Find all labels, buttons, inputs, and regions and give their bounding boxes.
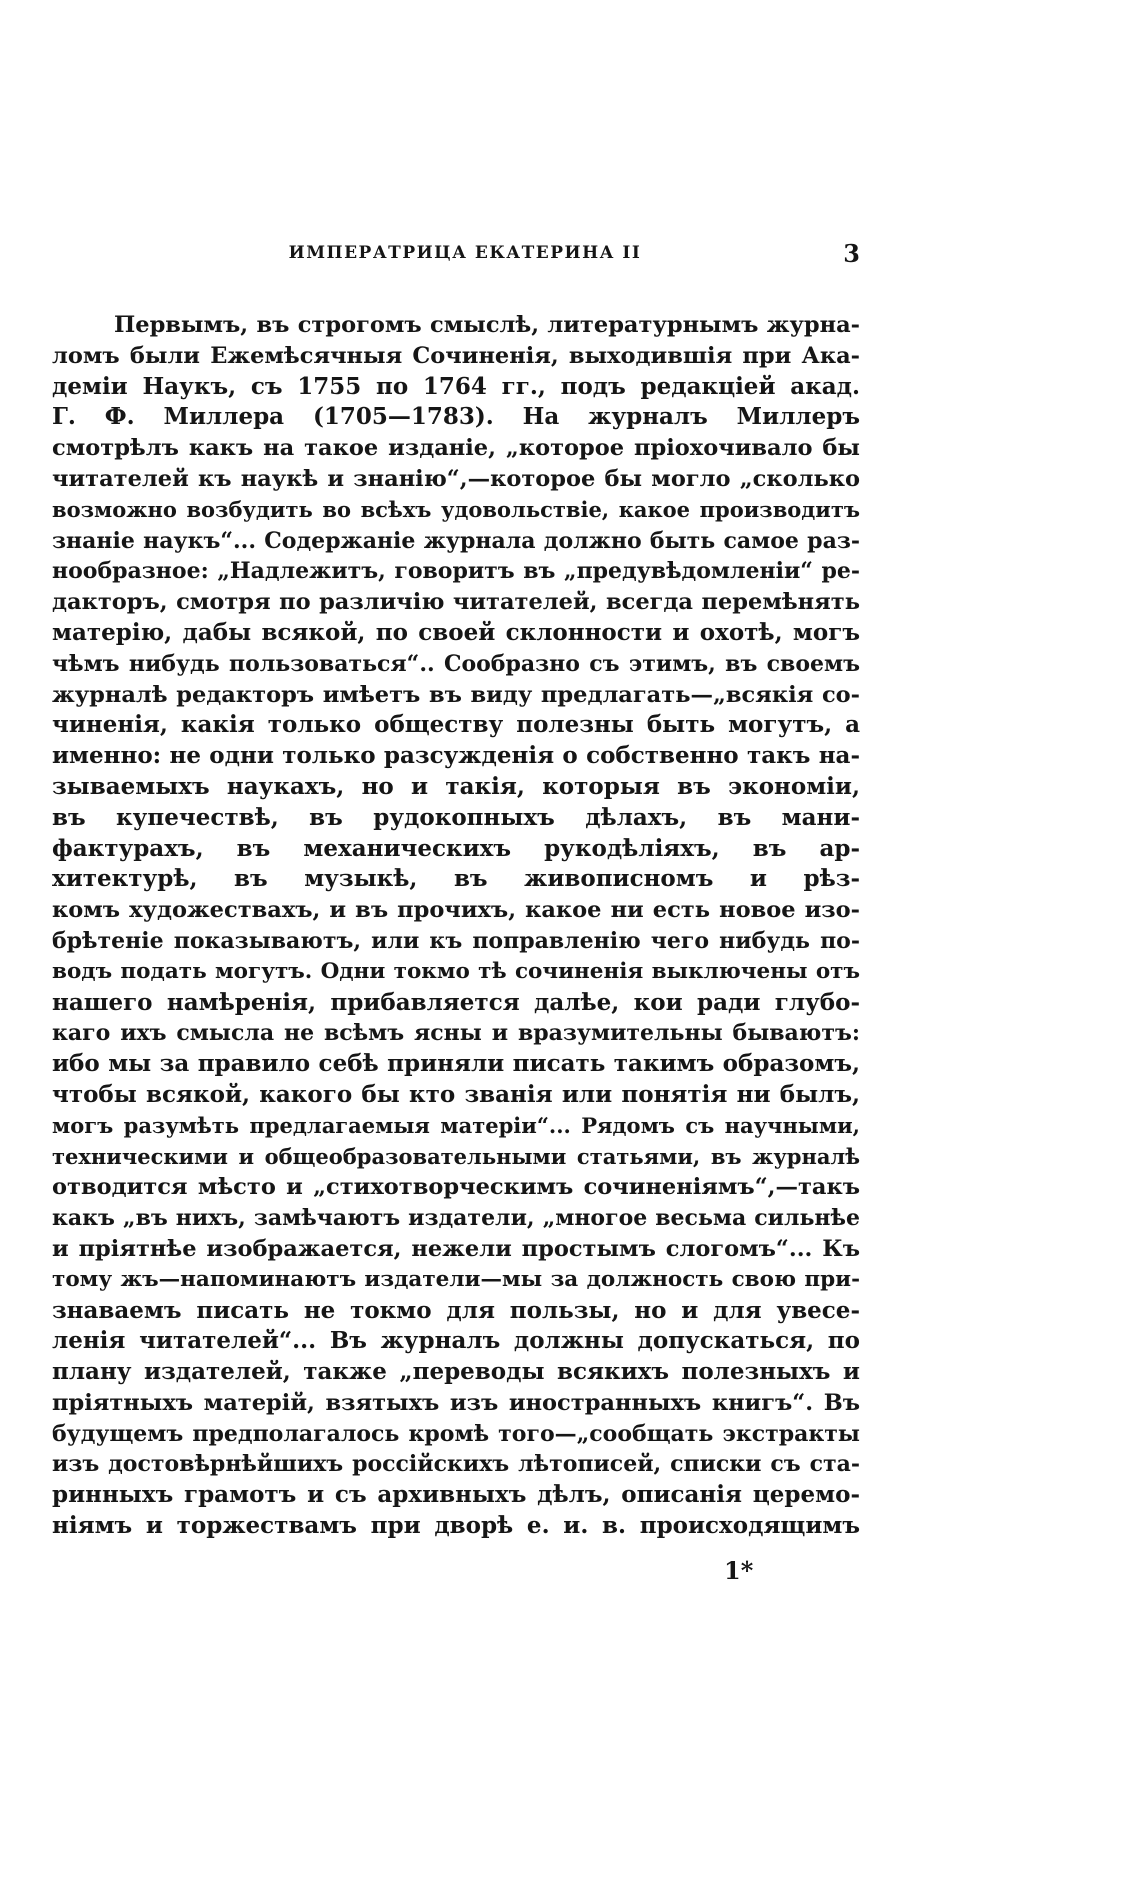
text-line: чтобы всякой, какого бы кто званія или понятія ни былъ, [52, 1080, 860, 1108]
text-line: чѣмъ нибудь пользоваться“.. Сообразно съ этимъ, въ своемъ [52, 650, 860, 677]
text-line: какъ „въ нихъ, замѣчаютъ издатели, „многое весьма сильнѣе [52, 1205, 860, 1232]
text-line: техническими и общеобразовательными статьями, въ журналѣ [52, 1143, 860, 1169]
text-line: плану издателей, также „переводы всякихъ полезныхъ и [52, 1358, 860, 1386]
text-line: именно: не одни только разсужденія о собственно такъ на- [52, 742, 860, 770]
signature-mark: 1* [724, 1556, 754, 1585]
text-line: въ купечествѣ, въ рудокопныхъ дѣлахъ, въ мани- [52, 803, 860, 831]
running-title: ИМПЕРАТРИЦА ЕКАТЕРИНА II [288, 243, 642, 263]
page-number: 3 [843, 239, 860, 268]
text-line: ринныхъ грамотъ и съ архивныхъ дѣлъ, описанія церемо- [52, 1481, 860, 1509]
text-line: Г. Ф. Миллера (1705—1783). На журналъ Миллеръ [52, 403, 860, 431]
text-line: нашего намѣренія, прибавляется далѣе, кои ради глубо- [52, 988, 860, 1016]
text-line: нообразное: „Надлежитъ, говоритъ въ „предувѣдомленіи“ ре- [52, 558, 860, 585]
text-line: знаніе наукъ“... Содержаніе журнала должно быть самое раз- [52, 527, 860, 554]
text-line: матерію, дабы всякой, по своей склонности и охотѣ, могъ [52, 618, 860, 646]
text-line: каго ихъ смысла не всѣмъ ясны и вразумительны бываютъ: [52, 1020, 860, 1047]
text-line: будущемъ предполагалось кромѣ того—„сообщать экстракты [52, 1420, 860, 1447]
text-line: возможно возбудить во всѣхъ удовольствіе, какое производитъ [52, 496, 860, 522]
text-line: водъ подать могутъ. Одни токмо тѣ сочиненія выключены отъ [52, 958, 860, 984]
text-line: ломъ были Ежемѣсячныя Сочиненія, выходившія при Ака- [52, 342, 860, 369]
text-line: комъ художествахъ, и въ прочихъ, какое ни есть новое изо- [52, 897, 860, 924]
text-line: Первымъ, въ строгомъ смыслѣ, литературнымъ журна- [114, 312, 860, 338]
text-line: деміи Наукъ, съ 1755 по 1764 гг., подъ редакціей акад. [52, 372, 860, 400]
text-line: и пріятнѣе изображается, нежели простымъ слогомъ“... Къ [52, 1235, 860, 1262]
text-line: ленія читателей“... Въ журналъ должны допускаться, по [52, 1327, 860, 1355]
text-line: читателей къ наукѣ и знанію“,—которое бы могло „сколько [52, 465, 860, 492]
text-line: могъ разумѣть предлагаемыя матеріи“... Рядомъ съ научными, [52, 1112, 860, 1138]
text-line: ніямъ и торжествамъ при дворѣ е. и. в. происходящимъ [52, 1512, 860, 1540]
text-line: ибо мы за правило себѣ приняли писать такимъ образомъ, [52, 1050, 860, 1078]
text-line: брѣтеніе показываютъ, или къ поправленію чего нибудь по- [52, 927, 860, 954]
text-line: зываемыхъ наукахъ, но и такія, которыя въ экономіи, [52, 772, 860, 800]
text-line: дакторъ, смотря по различію читателей, всегда перемѣнять [52, 589, 860, 616]
text-line: хитектурѣ, въ музыкѣ, въ живописномъ и рѣз- [52, 865, 860, 893]
body-text [52, 310, 860, 1542]
text-line: чиненія, какія только обществу полезны быть могутъ, а [52, 711, 860, 739]
text-line: знаваемъ писать не токмо для пользы, но и для увесе- [52, 1296, 860, 1324]
text-line: тому жъ—напоминаютъ издатели—мы за должность свою при- [52, 1266, 860, 1292]
text-line: пріятныхъ матерій, взятыхъ изъ иностранныхъ книгъ“. Въ [52, 1389, 860, 1416]
running-head [50, 239, 860, 273]
text-line: смотрѣлъ какъ на такое изданіе, „которое пріохочивало бы [52, 435, 860, 462]
text-line: отводится мѣсто и „стихотворческимъ сочиненіямъ“,—такъ [52, 1174, 860, 1201]
text-line: фактурахъ, въ механическихъ рукодѣліяхъ, въ ар- [52, 834, 860, 862]
text-line: журналѣ редакторъ имѣетъ въ виду предлагать—„всякія со- [52, 681, 860, 708]
text-line: изъ достовѣрнѣйшихъ россійскихъ лѣтописей, списки съ ста- [52, 1451, 860, 1478]
